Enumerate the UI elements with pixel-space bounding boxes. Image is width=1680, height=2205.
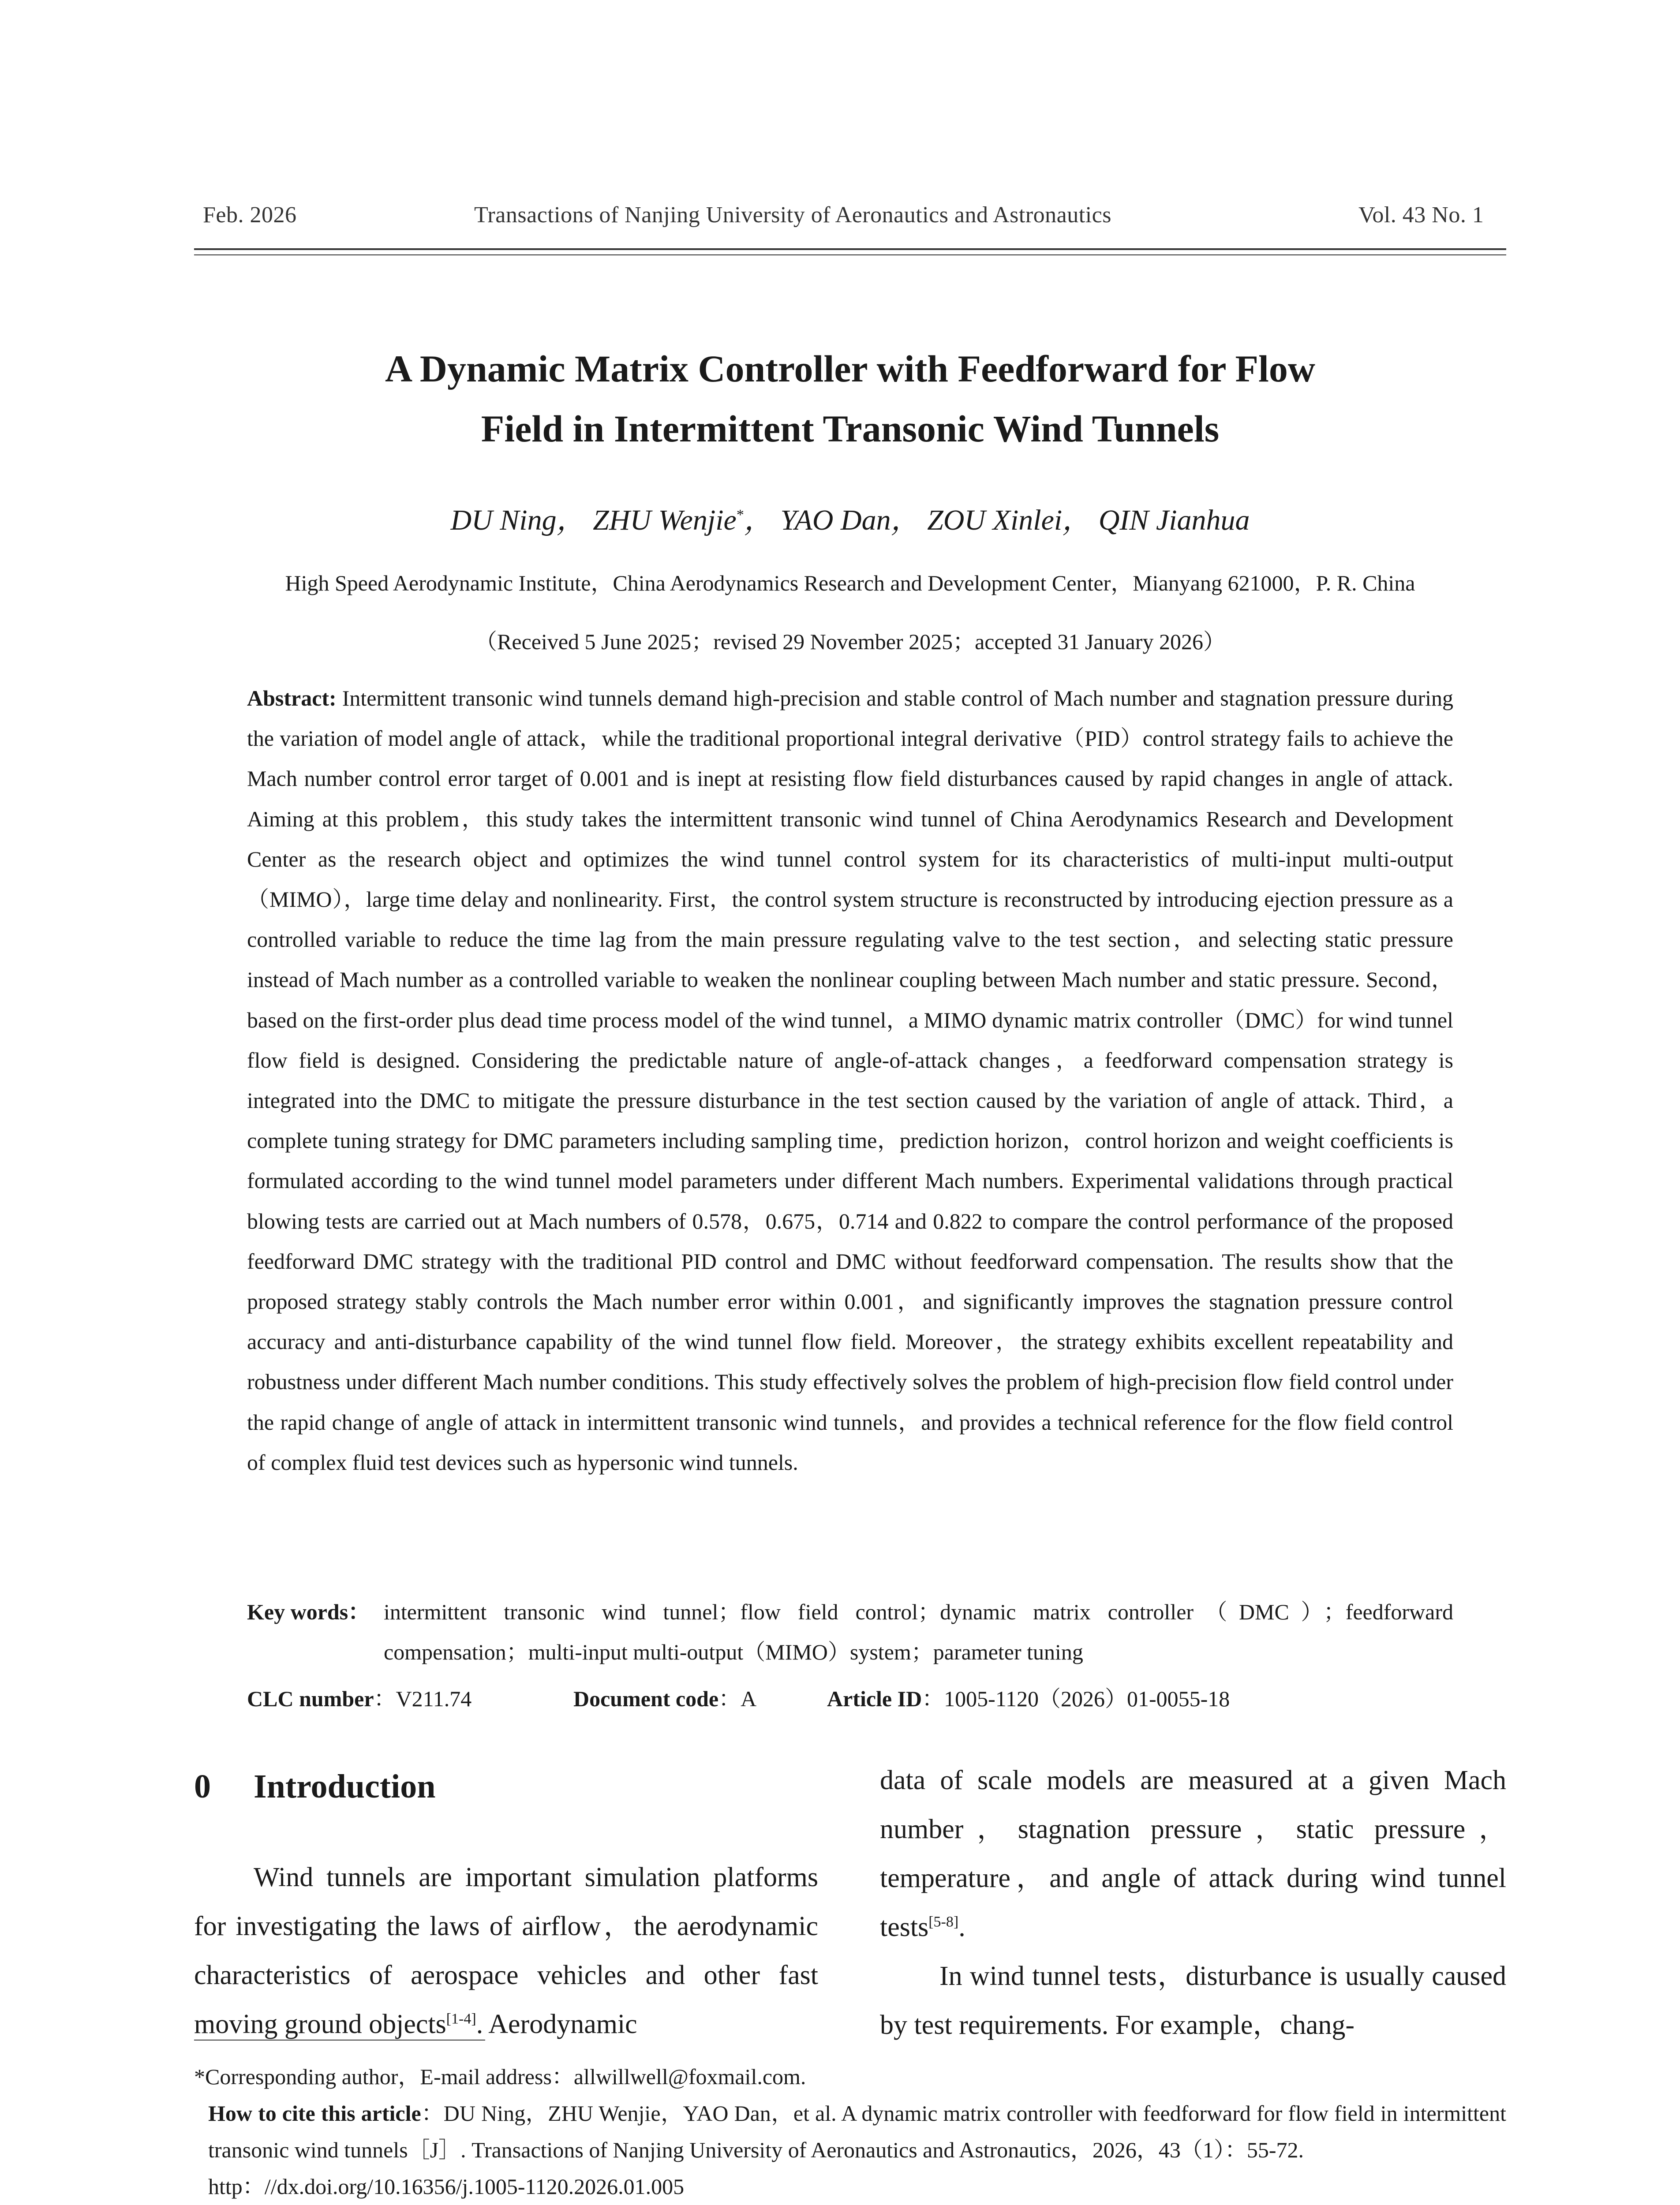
art-value: ：1005-1120（2026）01-0055-18	[922, 1686, 1230, 1711]
keywords	[247, 1592, 1453, 1672]
author-5: QIN Jianhua	[1098, 504, 1250, 536]
author-sep: ，	[744, 504, 773, 536]
corresponding-author-note: *Corresponding author，E-mail address：allwillwell@foxmail.com.	[194, 2064, 806, 2089]
section-number: 0	[194, 1768, 211, 1805]
header-volume: Vol. 43 No. 1	[1358, 202, 1484, 228]
citation-ref[interactable]: [5-8]	[928, 1913, 959, 1930]
clc-number	[247, 1681, 471, 1713]
header-rule-thin	[194, 254, 1506, 255]
body-column-right	[880, 1756, 1506, 2050]
paragraph-text: .	[958, 1912, 965, 1942]
author-3: YAO Dan	[780, 504, 891, 536]
footnotes	[194, 2059, 1506, 2205]
clc-label: CLC number	[247, 1686, 374, 1711]
document-code	[573, 1681, 756, 1713]
author-sep: ，	[891, 504, 920, 536]
article-id	[827, 1681, 1230, 1713]
cite-text: ：DU Ning，ZHU Wenjie，YAO Dan，et al. A dynamic matrix controller with feedforward for flow field in intermittent transonic wind tunnels［J］. Transactions of Nanjing University of Aeronautics and Astronautics，2026，43（1）：55-72.	[208, 2101, 1506, 2162]
title-line-1: A Dynamic Matrix Controller with Feedforward for Flow	[385, 348, 1315, 390]
paragraph-text: Wind tunnels are important simulation platforms for investigating the laws of airflow，the aerodynamic characteristics of aerospace vehicles and other fast moving ground objects	[194, 1862, 818, 2039]
affiliation: High Speed Aerodynamic Institute，China Aerodynamics Research and Development Center，Mianyang 621000，P. R. China	[285, 571, 1415, 595]
doc-value: ：A	[718, 1686, 757, 1711]
author-sep: ，	[1062, 504, 1092, 536]
author-list	[194, 496, 1506, 538]
author-1: DU Ning	[450, 504, 557, 536]
clc-value: ：V211.74	[374, 1686, 472, 1711]
author-2: ZHU Wenjie	[593, 504, 737, 536]
paper-title	[194, 339, 1506, 459]
paragraph	[194, 1853, 818, 2049]
received-dates: （Received 5 June 2025；revised 29 November 2025；accepted 31 January 2026）	[475, 629, 1225, 654]
abstract-label: Abstract:	[247, 686, 337, 710]
classification-info	[247, 1681, 1230, 1713]
art-label: Article ID	[827, 1686, 922, 1711]
body-column-left	[194, 1853, 818, 2049]
section-heading	[194, 1768, 435, 1806]
keywords-label: Key words：	[247, 1600, 370, 1624]
title-line-2: Field in Intermittent Transonic Wind Tunnels	[481, 407, 1220, 450]
section-title: Introduction	[254, 1768, 436, 1805]
header-date: Feb. 2026	[203, 202, 297, 228]
paragraph	[880, 1756, 1506, 1952]
author-sep: ，	[556, 504, 586, 536]
header-journal: Transactions of Nanjing University of Aeronautics and Astronautics	[474, 202, 1111, 228]
citation-note	[194, 2095, 1506, 2168]
abstract-text: Intermittent transonic wind tunnels demand high-precision and stable control of Mach number and stagnation pressure during the variation of model angle of attack，while the traditional proportional integral derivative（PID）control strategy fails to achieve the Mach number control error target of 0.001 and is inept at resisting flow field disturbances caused by rapid changes in angle of attack. Aiming at this problem，this study takes the intermittent transonic wind tunnel of China Aerodynamics Research and Development Center as the research object and optimizes the wind tunnel control system for its characteristics of multi-input multi-output（MIMO），large time delay and nonlinearity. First，the control system structure is reconstructed by introducing ejection pressure as a controlled variable to reduce the time lag from the main pressure regulating valve to the test section，and selecting static pressure instead of Mach number as a controlled variable to weaken the nonlinear coupling between Mach number and static pressure. Second，based on the first-order plus dead time process model of the wind tunnel，a MIMO dynamic matrix controller（DMC）for wind tunnel flow field is designed. Considering the predictable nature of angle-of-attack changes，a feedforward compensation strategy is integrated into the DMC to mitigate the pressure disturbance in the test section caused by the variation of angle of attack. Third，a complete tuning strategy for DMC parameters including sampling time，prediction horizon，control horizon and weight coefficients is formulated according to the wind tunnel model parameters under different Mach numbers. Experimental validations through practical blowing tests are carried out at Mach numbers of 0.578，0.675，0.714 and 0.822 to compare the control performance of the proposed feedforward DMC strategy with the traditional PID control and DMC without feedforward compensation. The results show that the proposed strategy stably controls the Mach number error within 0.001，and significantly improves the stagnation pressure control accuracy and anti-disturbance capability of the wind tunnel flow field. Moreover，the strategy exhibits excellent repeatability and robustness under different Mach number conditions. This study effectively solves the problem of high-precision flow field control under the rapid change of angle of attack in intermittent transonic wind tunnels，and provides a technical reference for the flow field control of complex fluid test devices such as hypersonic wind tunnels.	[247, 686, 1453, 1475]
keywords-text: intermittent transonic wind tunnel；flow field control；dynamic matrix controller（DMC）；feedforward compensation；multi-input multi-output（MIMO）system；parameter tuning	[384, 1600, 1453, 1664]
header-rule-thick	[194, 248, 1506, 250]
paragraph-text: data of scale models are measured at a given Mach number，stagnation pressure，static pressure，temperature，and angle of attack during wind tunnel tests	[880, 1765, 1506, 1942]
abstract	[247, 678, 1453, 1483]
author-4: ZOU Xinlei	[927, 504, 1063, 536]
doi-link[interactable]: http：//dx.doi.org/10.16356/j.1005-1120.2026.01.005	[208, 2174, 685, 2199]
paragraph-text: . Aerodynamic	[476, 2009, 637, 2039]
cite-label: How to cite this article	[208, 2101, 421, 2126]
citation-ref[interactable]: [1-4]	[446, 2011, 476, 2027]
corresponding-mark: *	[736, 507, 744, 523]
paragraph: In wind tunnel tests，disturbance is usually caused by test requirements. For example，chang-	[880, 1961, 1506, 2040]
footnote-rule	[194, 2040, 485, 2041]
doc-label: Document code	[573, 1686, 719, 1711]
